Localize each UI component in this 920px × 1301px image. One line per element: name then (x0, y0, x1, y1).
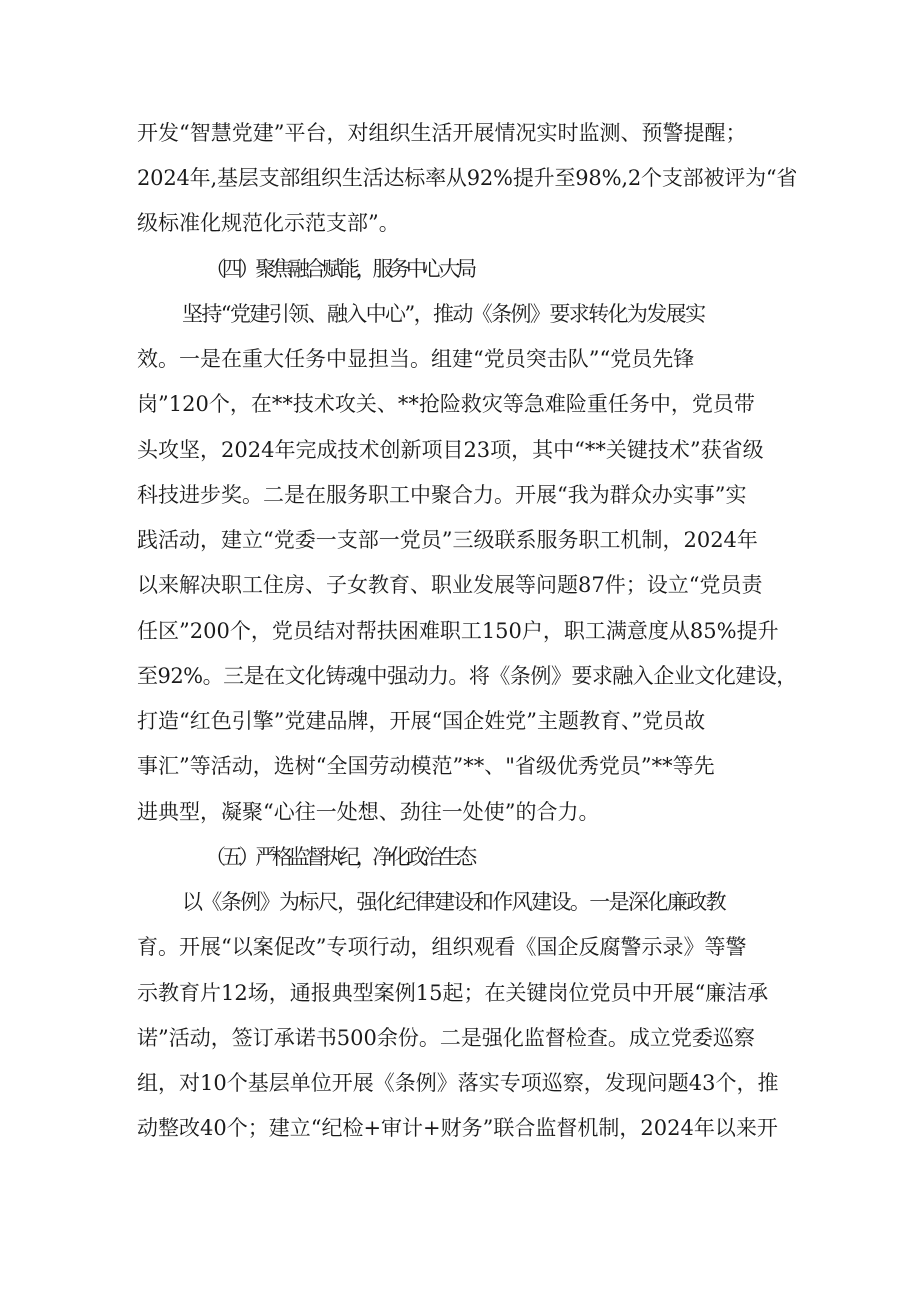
paragraph-line: 至92%。三是在文化铸魂中强动力。将《条例》要求融入企业文化建设， (137, 664, 797, 688)
paragraph-line: 组，对10个基层单位开展《条例》落实专项巡察，发现问题43个，推 (137, 1071, 779, 1095)
paragraph-line: 头攻坚，2024年完成技术创新项目23项，其中“**关键技术”获省级 (137, 438, 764, 462)
paragraph-line: 级标准化规范化示范支部”。 (137, 211, 400, 235)
paragraph-line: 以来解决职工住房、子女教育、职业发展等问题87件；设立“党员责 (137, 573, 763, 597)
paragraph-line: 动整改40个；建立“纪检+审计+财务”联合监督机制，2024年以来开 (137, 1116, 778, 1140)
paragraph-line: 任区”200个，党员结对帮扶困难职工150户，职工满意度从85%提升 (137, 619, 779, 643)
paragraph-line: 坚持“党建引领、融入中心”，推动《条例》要求转化为发展实 (182, 302, 705, 326)
paragraph-line: 践活动，建立“党委一支部一党员”三级联系服务职工机制，2024年 (137, 528, 758, 552)
paragraph-line: 示教育片12场，通报典型案例15起；在关键岗位党员中开展“廉洁承 (137, 981, 769, 1005)
section-heading-5: （五）严格监督执纪，净化政治生态 (205, 845, 473, 869)
paragraph-line: 开发“智慧党建”平台，对组织生活开展情况实时监测、预警提醒； (137, 121, 747, 145)
paragraph-line: 育。开展“以案促改”专项行动，组织观看《国企反腐警示录》等警 (137, 935, 747, 959)
paragraph-line: 打造“红色引擎”党建品牌，开展“国企姓党”主题教育、”党员故 (137, 709, 706, 733)
paragraph-line: 进典型，凝聚“心往一处想、劲往一处使”的合力。 (137, 800, 600, 824)
paragraph-line: 事汇”等活动，选树“全国劳动模范”**、"省级优秀党员”**等先 (137, 754, 715, 778)
paragraph-line: 2024年,基层支部组织生活达标率从92%提升至98%,2个支部被评为“省 (137, 166, 798, 190)
paragraph-line: 以《条例》为标尺，强化纪律建设和作风建设。一是深化廉政教 (182, 890, 725, 914)
paragraph-line: 诺”活动，签订承诺书500余份。二是强化监督检查。成立党委巡察 (137, 1026, 755, 1050)
paragraph-line: 岗”120个，在**技术攻关、**抢险救灾等急难险重任务中，党员带 (137, 392, 755, 416)
paragraph-line: 科技进步奖。二是在服务职工中聚合力。开展“我为群众办实事”实 (137, 483, 747, 507)
paragraph-line: 效。一是在重大任务中显担当。组建“党员突击队”“党员先锋 (137, 347, 695, 371)
section-heading-4: （四）聚焦融合赋能，服务中心大局 (205, 257, 473, 281)
